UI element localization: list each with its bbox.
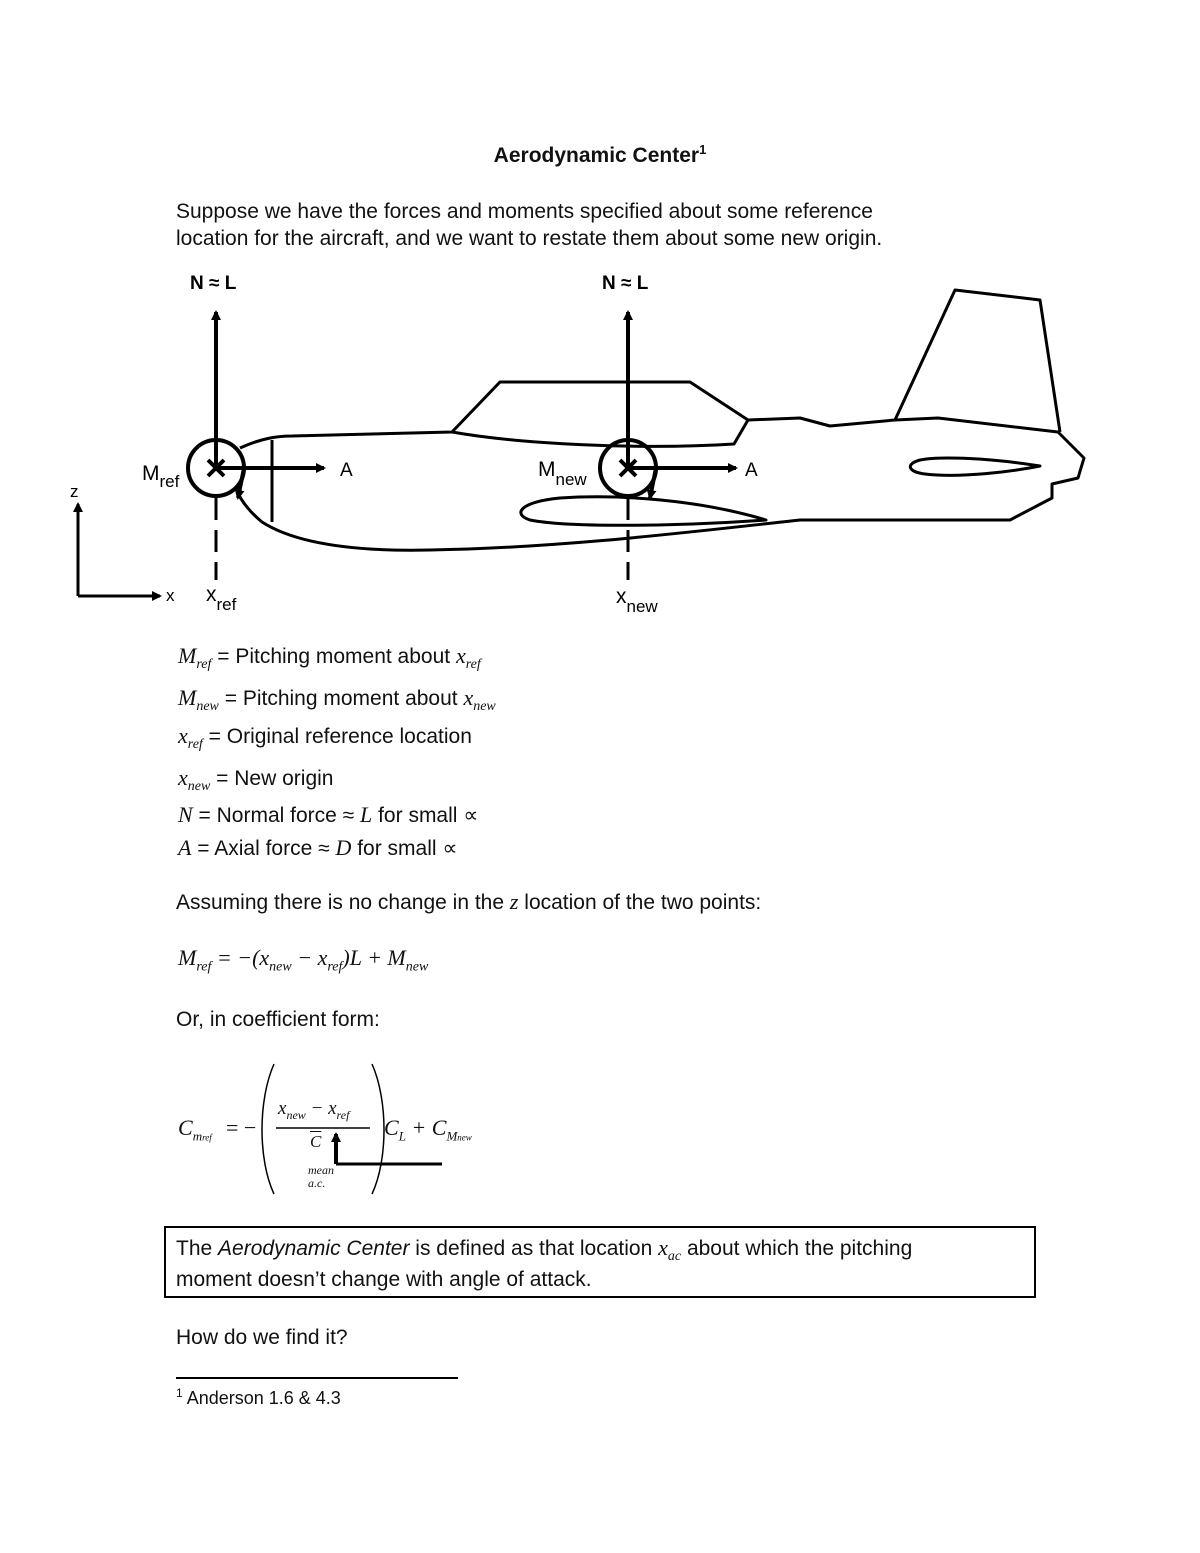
xref-label: $x_{ref}$ <box>206 583 237 614</box>
left-paren <box>262 1064 274 1194</box>
eq2-denominator-note: mean a.c. <box>308 1163 334 1190</box>
intro-line-1: Suppose we have the forces and moments specified about some reference <box>176 200 873 223</box>
title-footnote-mark: 1 <box>699 142 707 157</box>
footnote: $^1$ Anderson 1.6 & 4.3 <box>176 1386 341 1408</box>
definition-axial-force: A = Axial force ≈ D for small ∝ <box>178 835 458 860</box>
axial-label-new: A <box>745 460 758 481</box>
moment-transfer-equation: $M_{ref} = -(x_{new} - x_{ref})L + M_{new}$ <box>178 945 429 975</box>
definition-xnew: $x_{new}$ = New origin <box>178 765 334 795</box>
normal-label-ref: N ≈ L <box>190 273 237 294</box>
x-axis-label: x <box>166 586 175 605</box>
aircraft-diagram <box>0 0 1200 640</box>
moment-label-new: $M_{new}$ <box>538 458 587 489</box>
aerodynamic-center-definition-box <box>164 1226 1036 1298</box>
moment-label-ref: $M_{ref}$ <box>142 462 180 491</box>
axial-label-ref: A <box>340 460 353 481</box>
coefficient-equation <box>176 1060 516 1200</box>
eq2-denominator: $\overline{C}$ <box>310 1132 322 1151</box>
normal-label-new: N ≈ L <box>602 273 649 294</box>
eq2-rhs: $C_L + C_{Mnew}$ <box>384 1115 472 1144</box>
page-title: Aerodynamic Center$^1$ <box>493 142 707 167</box>
fuselage <box>236 290 1084 550</box>
footnote-separator <box>176 1377 458 1379</box>
definition-mnew: $M_{new}$ = Pitching moment about $x_{new}$ <box>178 685 496 715</box>
definition-normal-force: N = Normal force ≈ L for small ∝ <box>178 802 479 827</box>
coefficient-intro: Or, in coefficient form: <box>176 1008 380 1031</box>
box-line-2: moment doesn’t change with angle of attack. <box>176 1268 592 1291</box>
right-paren <box>372 1064 384 1194</box>
axes <box>78 504 160 596</box>
eq2-lhs: $C_{mref}$ <box>178 1115 212 1144</box>
question-text: How do we find it? <box>176 1326 348 1349</box>
eq2-equals: = − <box>226 1115 257 1140</box>
definition-mref: $M_{ref}$ = Pitching moment about $x_{ref}$ <box>178 643 481 673</box>
box-line-1: The Aerodynamic Center is defined as that location $x_{ac}$ about which the pitching <box>176 1235 913 1265</box>
intro-line-2: location for the aircraft, and we want to restate them about some new origin. <box>176 227 883 250</box>
definition-xref: $x_{ref}$ = Original reference location <box>178 723 472 753</box>
assumption-text: Assuming there is no change in the z location of the two points: <box>176 889 762 914</box>
xnew-label: $x_{new}$ <box>616 585 658 616</box>
z-axis-label: z <box>70 482 79 501</box>
eq2-numerator: $x_{new} - x_{ref}$ <box>278 1098 350 1122</box>
